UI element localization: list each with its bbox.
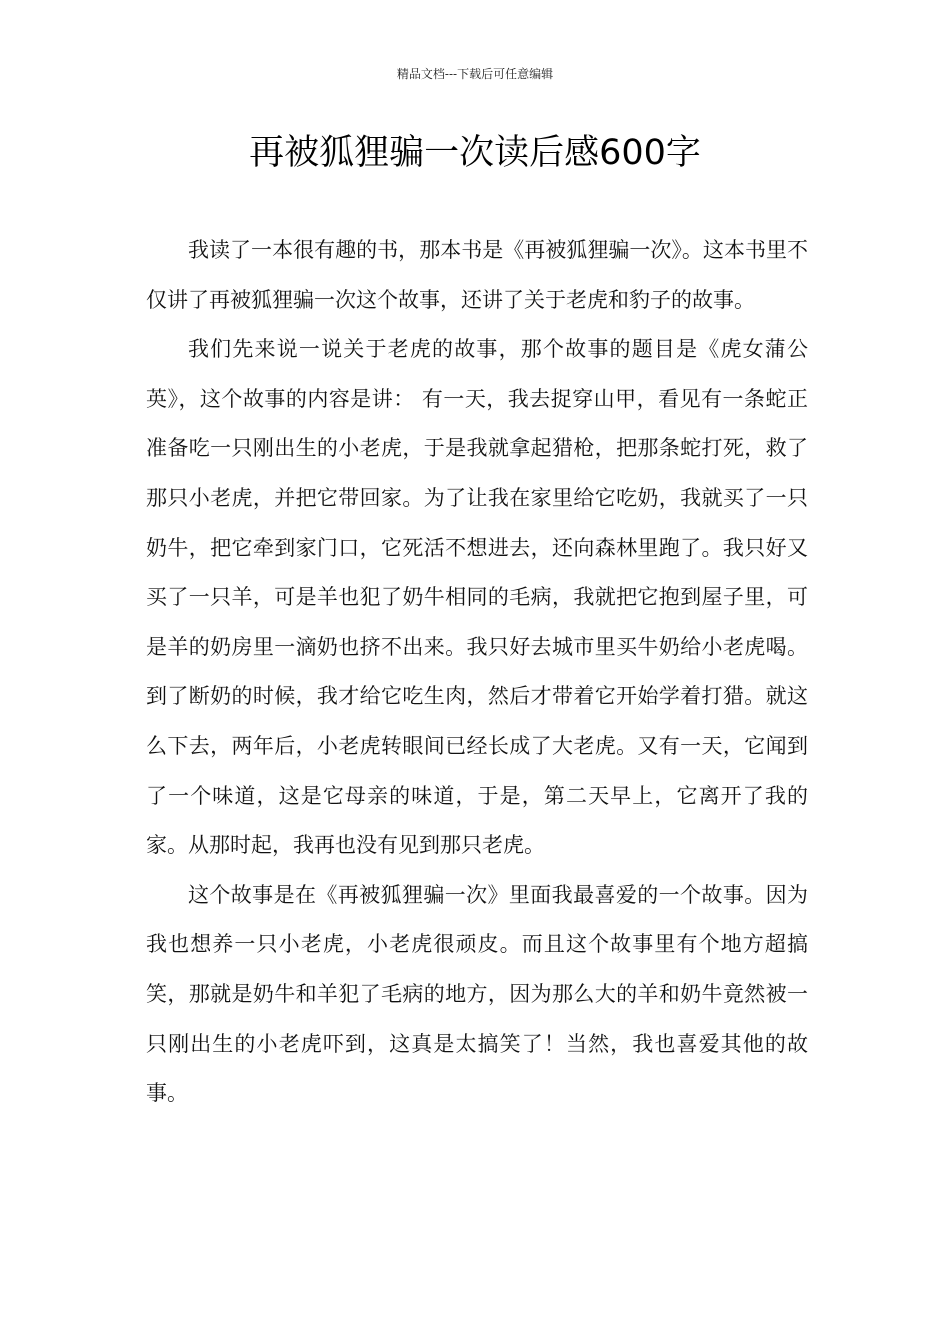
document-title: 再被狐狸骗一次读后感600字 <box>249 133 701 173</box>
document-body <box>146 226 808 1119</box>
paragraph-2: 我们先来说一说关于老虎的故事，那个故事的题目是《虎女蒲公英》，这个故事的内容是讲： 有一天，我去捉穿山甲，看见有一条蛇正准备吃一只刚出生的小老虎，于是我就拿起猎枪，把那条蛇打死，救了那只小老虎，并把它带回家。为了让我在家里给它吃奶，我就买了一只奶牛，把它牵到家门口，它死活不想进去，还向森林里跑了。我只好又买了一只羊，可是羊也犯了奶牛相同的毛病，我就把它抱到屋子里，可是羊的奶房里一滴奶也挤不出来。我只好去城市里买牛奶给小老虎喝。到了断奶的时候，我才给它吃生肉，然后才带着它开始学着打猎。就这么下去，两年后，小老虎转眼间已经长成了大老虎。又有一天，它闻到了一个味道，这是它母亲的味道，于是，第二天早上，它离开了我的家。从那时起，我再也没有见到那只老虎。 <box>146 337 808 858</box>
header-note: 精品文档---下载后可任意编辑 <box>396 67 554 81</box>
paragraph-3: 这个故事是在《再被狐狸骗一次》里面我最喜爱的一个故事。因为我也想养一只小老虎，小老虎很顽皮。而且这个故事里有个地方超搞笑，那就是奶牛和羊犯了毛病的地方，因为那么大的羊和奶牛竟然被一只刚出生的小老虎吓到，这真是太搞笑了！当然，我也喜爱其他的故事。 <box>146 882 808 1106</box>
paragraph-1: 我读了一本很有趣的书，那本书是《再被狐狸骗一次》。这本书里不仅讲了再被狐狸骗一次这个故事，还讲了关于老虎和豹子的故事。 <box>146 238 808 312</box>
